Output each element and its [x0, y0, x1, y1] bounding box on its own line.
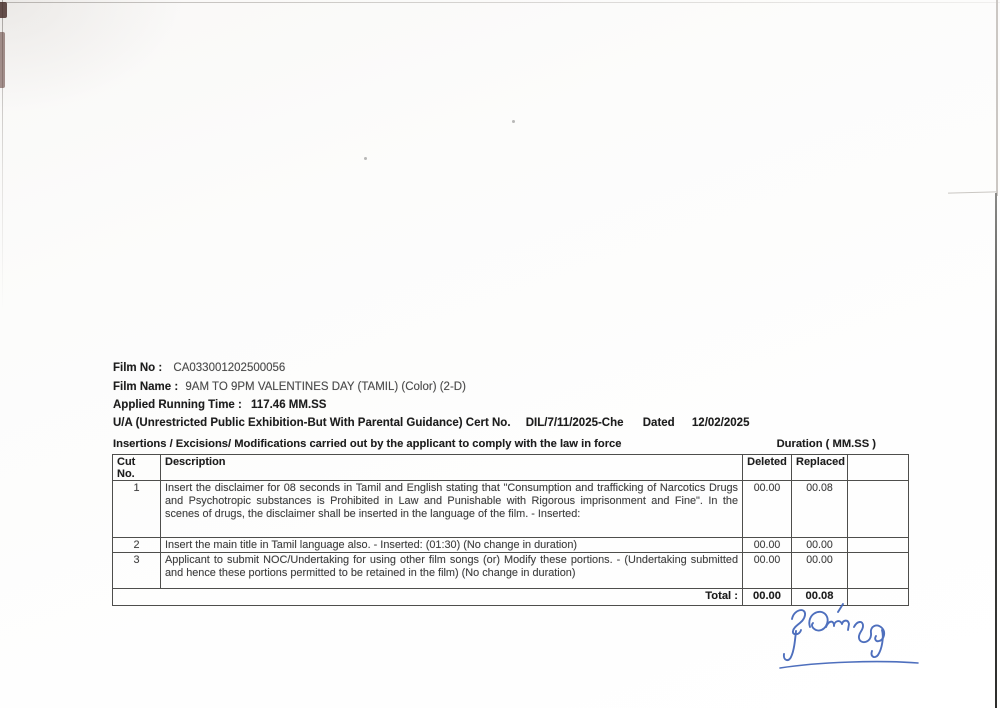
cut-deleted: 00.00	[743, 481, 792, 538]
cut-description: Applicant to submit NOC/Undertaking for using other film songs (or) Modify these portions. - (Undertaking submitted and hence these portions permitted to be retained in the film) (No change in duration)	[161, 553, 743, 589]
cut-blank	[848, 553, 909, 589]
table-row	[113, 481, 909, 538]
film-no-line	[113, 362, 285, 374]
col-cut-no: Cut No.	[113, 455, 161, 481]
total-label: Total :	[113, 589, 743, 606]
cut-no: 3	[113, 553, 161, 589]
scan-top-edge	[0, 2, 1000, 3]
cut-replaced: 00.08	[792, 481, 848, 538]
running-time-value: 117.46 MM.SS	[251, 399, 327, 411]
scan-corner-mark	[0, 2, 7, 18]
cut-blank	[848, 538, 909, 553]
cut-no: 2	[113, 538, 161, 553]
cut-deleted: 00.00	[743, 553, 792, 589]
film-no-label: Film No :	[113, 362, 163, 374]
running-time-label: Applied Running Time :	[113, 399, 242, 411]
table-row	[113, 553, 909, 589]
film-name-value: 9AM TO 9PM VALENTINES DAY (TAMIL) (Color) (2-D)	[185, 381, 466, 393]
examiner-signature	[758, 597, 938, 685]
col-replaced: Replaced	[792, 455, 848, 481]
scan-right-edge	[995, 193, 997, 708]
running-time-line	[113, 399, 326, 411]
film-no-value: CA033001202500056	[173, 362, 286, 374]
cuts-table	[112, 454, 909, 606]
cert-date: 12/02/2025	[691, 417, 750, 429]
table-header-row	[113, 455, 909, 481]
col-description: Description	[161, 455, 743, 481]
film-name-label: Film Name :	[113, 381, 179, 393]
dust-speck	[512, 120, 515, 123]
cut-replaced: 00.00	[792, 553, 848, 589]
total-replaced: 00.08	[792, 589, 848, 606]
scan-page-step	[948, 191, 996, 193]
col-deleted: Deleted	[743, 455, 792, 481]
cut-description: Insert the disclaimer for 08 seconds in Tamil and English stating that "Consumption and trafficking of Narcotics Drugs and Psychotropic substances is Prohibited in Law and Punishable with Rigorous imprisonment and Fine". In the scenes of drugs, the disclaimer shall be inserted in the language of the film. - Inserted:	[161, 481, 743, 538]
dated-label: Dated	[642, 417, 675, 429]
scan-right-edge	[996, 0, 998, 196]
scan-corner-mark	[0, 32, 5, 88]
cut-replaced: 00.00	[792, 538, 848, 553]
table-caption: Insertions / Excisions/ Modifications carried out by the applicant to comply with the law in force	[113, 438, 622, 450]
dust-speck	[364, 157, 367, 160]
certificate-line	[113, 417, 749, 429]
total-deleted: 00.00	[743, 589, 792, 606]
cut-blank	[848, 481, 909, 538]
cert-text: U/A (Unrestricted Public Exhibition-But With Parental Guidance) Cert No.	[113, 417, 511, 429]
cut-description: Insert the main title in Tamil language also. - Inserted: (01:30) (No change in duration)	[161, 538, 743, 553]
cert-no: DIL/7/11/2025-Che	[525, 417, 624, 429]
table-row	[113, 538, 909, 553]
film-name-line	[113, 381, 466, 393]
duration-label: Duration ( MM.SS )	[776, 438, 876, 450]
table-caption-row	[113, 438, 908, 450]
cut-deleted: 00.00	[743, 538, 792, 553]
cut-no: 1	[113, 481, 161, 538]
col-blank	[848, 455, 909, 481]
